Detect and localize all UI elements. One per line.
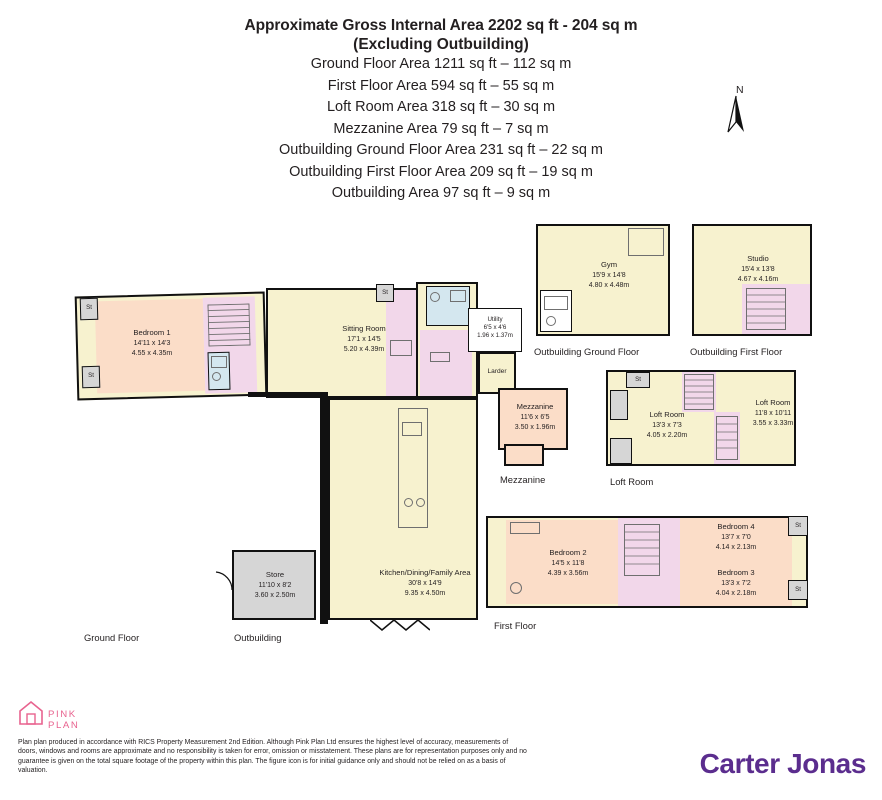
cupboard-fixture-icon <box>390 340 412 356</box>
room-mezzanine-nook <box>504 444 544 466</box>
room-dim-ft-loft-left: 13'3 x 7'3 <box>652 421 682 429</box>
room-dim-ft-bedroom3: 13'3 x 7'2 <box>721 579 751 587</box>
gym-roof-light-icon <box>628 228 664 256</box>
area-line-outbuilding: Outbuilding Area 97 sq ft – 9 sq m <box>331 185 551 201</box>
sink-bowl-icon <box>404 498 413 507</box>
room-dim-ft-utility: 6'5 x 4'6 <box>483 324 507 331</box>
area-line-outbuilding-ground: Outbuilding Ground Floor Area 231 sq ft – 22 sq m <box>278 142 604 158</box>
room-dim-ft-loft-right: 11'8 x 10'11 <box>754 409 792 417</box>
room-dim-m-bedroom4: 4.14 x 2.13m <box>715 544 757 551</box>
pink-plan-house-icon <box>18 700 44 726</box>
room-name-bedroom1: Bedroom 1 <box>133 328 171 337</box>
storage-st-6 <box>610 438 632 464</box>
storage-st-1-label: St <box>86 304 92 311</box>
plan-title-mezzanine: Mezzanine <box>500 474 546 485</box>
room-dim-ft-sitting-room: 17'1 x 14'5 <box>347 335 381 343</box>
room-name-bedroom4: Bedroom 4 <box>717 522 755 531</box>
wc-fixture-icon <box>450 290 466 302</box>
room-dim-ft-gym: 15'9 x 14'8 <box>592 271 626 279</box>
kitchen-step-icon <box>370 618 430 632</box>
room-label-utility <box>469 316 521 340</box>
room-label-store <box>244 570 306 602</box>
compass-icon <box>714 84 774 138</box>
compass-needle-icon <box>714 84 774 134</box>
appliance-fixture-icon <box>430 352 450 362</box>
room-dim-m-gym: 4.80 x 4.48m <box>588 282 630 289</box>
outbuilding-first-floor-plan <box>690 222 840 362</box>
bath-fixture-icon <box>211 356 227 368</box>
room-label-loft-right <box>742 398 804 430</box>
storage-st-2-label: St <box>88 372 94 379</box>
staircase-studio-icon <box>746 288 786 330</box>
plan-title-loft-room: Loft Room <box>610 476 654 487</box>
basin-fixture-icon <box>212 372 221 381</box>
ground-rear-lobby <box>420 330 472 396</box>
disclaimer-text: Plan plan produced in accordance with RICS Property Measurement 2nd Edition. Although Pink Plan Ltd ensures the highest level of accuracy, measurements of doors, windows and rooms are approximate and no responsibility is taken for error, omission or misstatement. These plans are for representation purposes only and no guarantee is given on the total square footage of the property within this plan. The figure icon is for initial guidance only and should not be relied on as a basis of valuation. <box>18 739 527 774</box>
page-title-line1: Approximate Gross Internal Area 2202 sq ft - 204 sq m <box>244 17 638 34</box>
room-name-kitchen: Kitchen/Dining/Family Area <box>379 568 471 577</box>
room-dim-ft-bedroom2: 14'5 x 11'8 <box>551 559 585 567</box>
area-line-first: First Floor Area 594 sq ft – 55 sq m <box>327 77 555 94</box>
plan-title-outbuilding-ground-floor: Outbuilding Ground Floor <box>534 346 640 357</box>
room-label-kitchen <box>370 568 480 600</box>
area-line-outbuilding-first: Outbuilding First Floor Area 209 sq ft – 19 sq m <box>289 163 593 180</box>
room-dim-ft-bedroom4: 13'7 x 7'0 <box>721 533 751 541</box>
hob-fixture-icon <box>402 422 422 436</box>
room-name-sitting-room: Sitting Room <box>342 324 386 333</box>
mezzanine-plan <box>494 386 586 490</box>
room-dim-m-kitchen: 9.35 x 4.50m <box>404 590 446 597</box>
store-door-arc-icon <box>214 570 236 594</box>
room-label-bedroom2 <box>528 548 608 580</box>
room-dim-ft-studio: 15'4 x 13'8 <box>741 265 775 273</box>
plan-title-outbuilding-first-floor: Outbuilding First Floor <box>690 346 783 357</box>
compass-north-label: N <box>736 84 744 96</box>
gym-basin-icon <box>546 316 556 326</box>
room-name-loft-left: Loft Room <box>649 410 685 419</box>
room-label-studio <box>722 254 794 286</box>
storage-st-7-label: St <box>795 522 801 529</box>
room-dim-m-utility: 1.96 x 1.37m <box>477 332 513 339</box>
room-dim-m-bedroom2: 4.39 x 3.56m <box>547 570 589 577</box>
room-label-mezzanine <box>506 402 564 434</box>
staircase-ground-left-icon <box>207 303 250 346</box>
storage-st-5 <box>610 390 628 420</box>
area-line-ground: Ground Floor Area 1211 sq ft – 112 sq m <box>310 56 572 72</box>
room-label-bedroom3 <box>698 568 774 600</box>
room-name-bedroom2: Bedroom 2 <box>549 548 587 557</box>
room-name-bedroom3: Bedroom 3 <box>717 568 755 577</box>
bed2-basin-icon <box>510 582 522 594</box>
staircase-loft-2-icon <box>716 416 738 465</box>
room-name-studio: Studio <box>747 254 769 263</box>
room-dim-ft-store: 11'10 x 8'2 <box>258 581 292 589</box>
room-dim-m-store: 3.60 x 2.50m <box>254 592 296 599</box>
room-dim-ft-kitchen: 30'8 x 14'9 <box>408 579 442 587</box>
area-line-loft: Loft Room Area 318 sq ft – 30 sq m <box>326 99 556 115</box>
outbuilding-ground-floor-plan <box>534 222 684 362</box>
plan-title-ground-floor: Ground Floor <box>84 632 140 643</box>
pink-plan-label: PINK PLAN <box>48 709 80 731</box>
room-dim-m-loft-right: 3.55 x 3.33m <box>752 420 794 427</box>
room-label-loft-left <box>632 410 702 442</box>
room-name-utility: Utility <box>487 316 503 323</box>
staircase-first-floor-icon <box>624 524 660 581</box>
plan-title-first-floor: First Floor <box>494 620 537 631</box>
storage-st-3-label: St <box>382 289 388 296</box>
room-dim-m-bedroom1: 4.55 x 4.35m <box>131 350 173 357</box>
room-dim-m-loft-left: 4.05 x 2.20m <box>646 432 688 439</box>
room-name-loft-right: Loft Room <box>755 398 791 407</box>
plan-title-outbuilding: Outbuilding <box>234 632 282 643</box>
area-line-mezzanine: Mezzanine Area 79 sq ft – 7 sq m <box>333 120 549 137</box>
pink-plan-logo <box>18 700 80 731</box>
storage-st-4-label: St <box>635 376 641 383</box>
outbuilding-store-plan <box>230 548 340 648</box>
room-label-gym <box>574 260 644 292</box>
room-name-mezzanine: Mezzanine <box>516 402 554 411</box>
loft-room-plan <box>604 368 814 496</box>
first-floor-plan <box>484 508 824 648</box>
page-title-line2: (Excluding Outbuilding) <box>353 36 529 53</box>
room-dim-m-bedroom3: 4.04 x 2.18m <box>715 590 757 597</box>
sink-bowl-2-icon <box>416 498 425 507</box>
room-dim-m-studio: 4.67 x 4.16m <box>737 276 779 283</box>
room-dim-ft-mezzanine: 11'6 x 6'5 <box>520 413 550 421</box>
room-label-bedroom4 <box>698 522 774 554</box>
room-name-store: Store <box>265 570 285 579</box>
carter-jonas-logo: Carter Jonas <box>699 748 866 779</box>
gym-shower-icon <box>544 296 568 310</box>
room-dim-ft-bedroom1: 14'11 x 14'3 <box>133 339 171 347</box>
room-dim-m-sitting-room: 5.20 x 4.39m <box>343 346 385 353</box>
ground-link-wall <box>248 392 326 397</box>
room-name-larder: Larder <box>487 368 507 375</box>
wc-basin-icon <box>430 292 440 302</box>
room-label-bedroom1 <box>110 328 194 360</box>
storage-st-8-label: St <box>795 586 801 593</box>
bed2-window-icon <box>510 522 540 534</box>
room-name-gym: Gym <box>600 260 618 269</box>
room-dim-m-mezzanine: 3.50 x 1.96m <box>514 424 556 431</box>
staircase-loft-icon <box>684 374 714 415</box>
